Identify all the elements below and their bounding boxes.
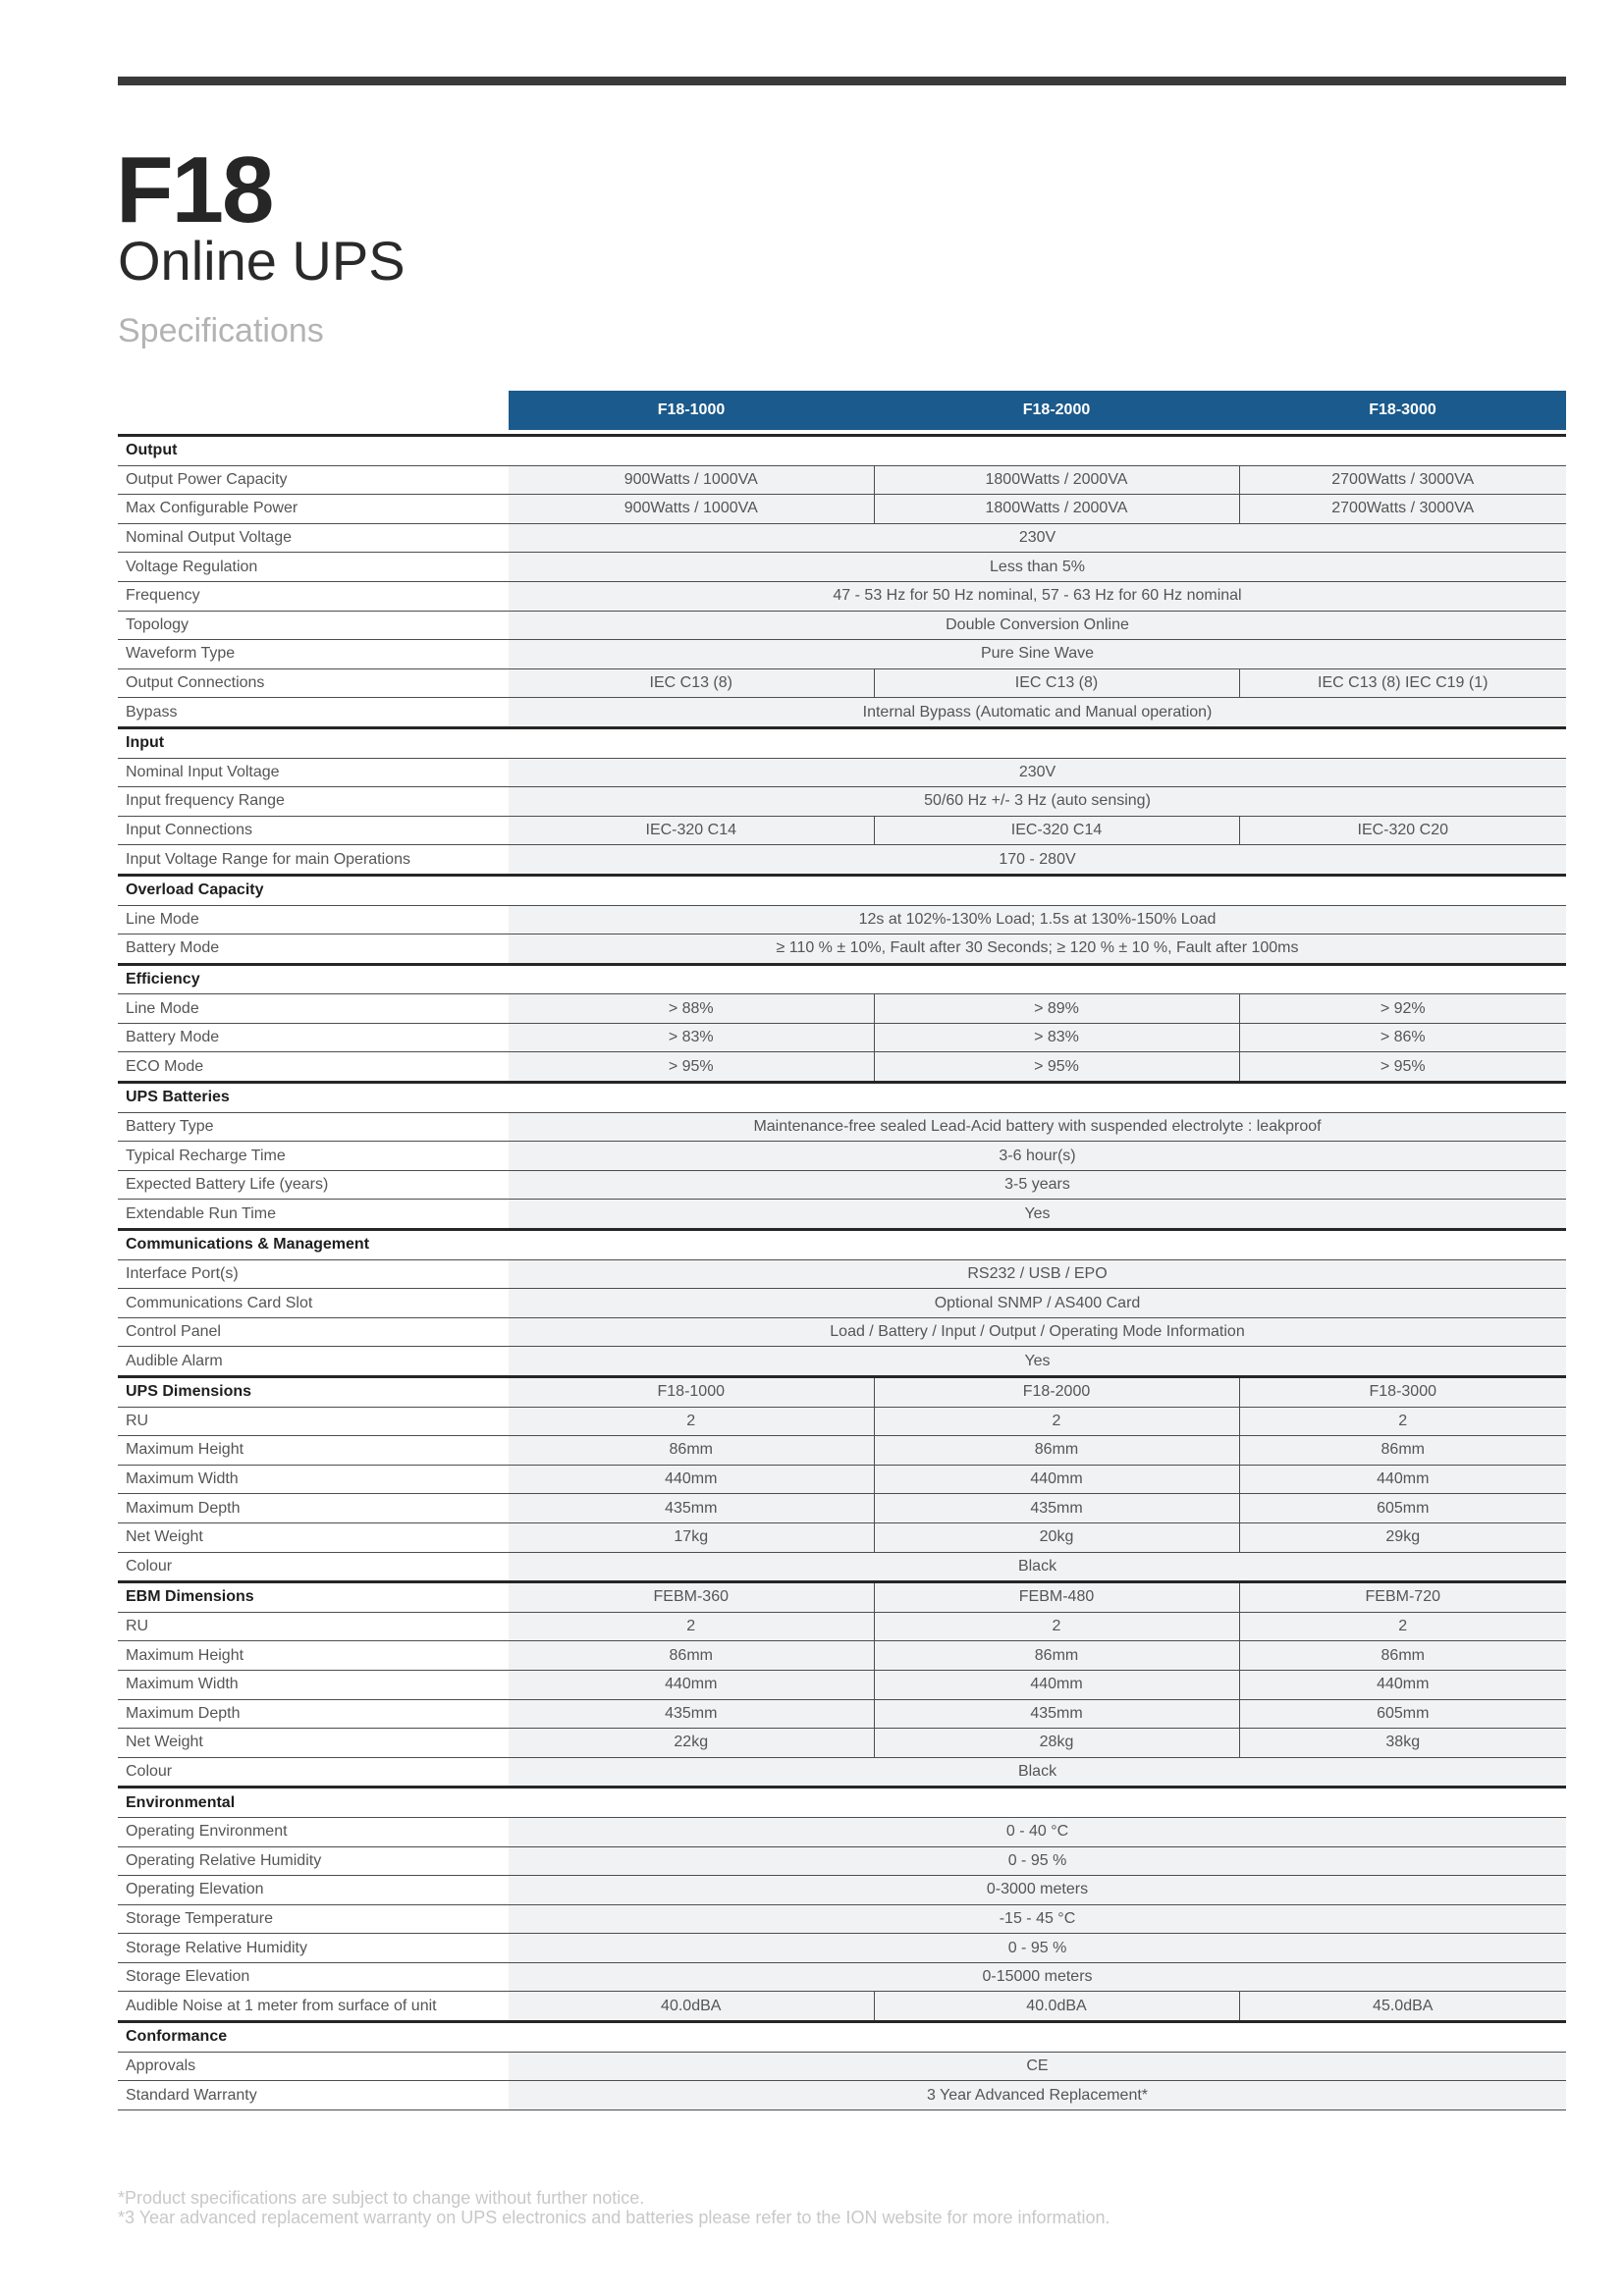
row-value-merged: Black: [509, 1552, 1566, 1582]
row-value: > 86%: [1239, 1023, 1566, 1052]
row-value: 86mm: [874, 1436, 1239, 1466]
row-value: 900Watts / 1000VA: [509, 495, 874, 524]
row-label: Input Connections: [118, 816, 509, 845]
table-row: [118, 1170, 1566, 1200]
row-value: > 95%: [509, 1052, 874, 1083]
row-value: IEC-320 C14: [874, 816, 1239, 845]
row-label: Max Configurable Power: [118, 495, 509, 524]
table-row: [118, 1904, 1566, 1934]
table-row: [118, 1992, 1566, 2022]
row-value: IEC C13 (8): [509, 668, 874, 698]
section-fill: [509, 1788, 1566, 1818]
row-label: Input frequency Range: [118, 787, 509, 817]
row-label: Voltage Regulation: [118, 553, 509, 582]
row-value-merged: Less than 5%: [509, 553, 1566, 582]
row-value: > 95%: [874, 1052, 1239, 1083]
section-title: Efficiency: [118, 964, 509, 994]
row-value: > 83%: [509, 1023, 874, 1052]
row-value: IEC-320 C20: [1239, 816, 1566, 845]
table-row: [118, 1729, 1566, 1758]
section-column-header: FEBM-720: [1239, 1582, 1566, 1613]
table-row: [118, 1757, 1566, 1788]
row-value-merged: 0-15000 meters: [509, 1962, 1566, 1992]
row-value-merged: 0 - 95 %: [509, 1934, 1566, 1963]
row-value: 40.0dBA: [509, 1992, 874, 2022]
table-row: [118, 1317, 1566, 1347]
row-value-merged: 3-5 years: [509, 1170, 1566, 1200]
section-column-header: F18-2000: [874, 1377, 1239, 1408]
row-value-merged: 230V: [509, 758, 1566, 787]
row-value-merged: Optional SNMP / AS400 Card: [509, 1289, 1566, 1318]
row-label: Output Power Capacity: [118, 465, 509, 495]
row-value-merged: 3 Year Advanced Replacement*: [509, 2081, 1566, 2110]
table-row: [118, 1670, 1566, 1699]
section-title: Environmental: [118, 1788, 509, 1818]
row-value-merged: ≥ 110 % ± 10%, Fault after 30 Seconds; ≥ 120 % ± 10 %, Fault after 100ms: [509, 934, 1566, 965]
row-value: 435mm: [874, 1699, 1239, 1729]
row-value-merged: 0-3000 meters: [509, 1876, 1566, 1905]
row-value-merged: Yes: [509, 1200, 1566, 1230]
section-fill: [509, 1083, 1566, 1113]
row-value: 440mm: [1239, 1465, 1566, 1494]
table-row: [118, 845, 1566, 876]
row-label: Storage Relative Humidity: [118, 1934, 509, 1963]
section-title: EBM Dimensions: [118, 1582, 509, 1613]
row-label: Maximum Depth: [118, 1699, 509, 1729]
row-value-merged: CE: [509, 2052, 1566, 2081]
footnote-specs: *Product specifications are subject to change without further notice.: [118, 2188, 645, 2208]
table-row: [118, 1817, 1566, 1846]
row-label: Typical Recharge Time: [118, 1142, 509, 1171]
row-value: > 88%: [509, 994, 874, 1024]
row-value-merged: Load / Battery / Input / Output / Operating Mode Information: [509, 1317, 1566, 1347]
column-header: F18-2000: [874, 391, 1239, 430]
row-value-merged: Internal Bypass (Automatic and Manual operation): [509, 698, 1566, 728]
row-value: 440mm: [1239, 1670, 1566, 1699]
row-label: Battery Type: [118, 1112, 509, 1142]
row-label: Communications Card Slot: [118, 1289, 509, 1318]
row-value: 2700Watts / 3000VA: [1239, 495, 1566, 524]
section-row: [118, 964, 1566, 994]
footnote-warranty: *3 Year advanced replacement warranty on UPS electronics and batteries please refer to the ION website for more information.: [118, 2208, 1110, 2227]
row-value: 40.0dBA: [874, 1992, 1239, 2022]
row-value-merged: Black: [509, 1757, 1566, 1788]
row-label: Storage Temperature: [118, 1904, 509, 1934]
row-label: Maximum Width: [118, 1670, 509, 1699]
row-value: 86mm: [1239, 1436, 1566, 1466]
section-fill: [509, 436, 1566, 466]
row-label: Output Connections: [118, 668, 509, 698]
row-label: Colour: [118, 1757, 509, 1788]
row-label: Bypass: [118, 698, 509, 728]
row-label: Frequency: [118, 581, 509, 611]
section-column-header: FEBM-360: [509, 1582, 874, 1613]
row-value: 86mm: [874, 1641, 1239, 1671]
row-value: 17kg: [509, 1522, 874, 1552]
table-row: [118, 1142, 1566, 1171]
table-body: [118, 436, 1566, 2110]
section-title: Input: [118, 727, 509, 758]
table-row: [118, 523, 1566, 553]
table-row: [118, 1494, 1566, 1523]
table-row: [118, 698, 1566, 728]
section-row: [118, 1788, 1566, 1818]
row-value-merged: 12s at 102%-130% Load; 1.5s at 130%-150% Load: [509, 905, 1566, 934]
row-value-merged: 50/60 Hz +/- 3 Hz (auto sensing): [509, 787, 1566, 817]
section-column-header: F18-1000: [509, 1377, 874, 1408]
table-row: [118, 934, 1566, 965]
row-label: Maximum Height: [118, 1436, 509, 1466]
column-header: F18-1000: [509, 391, 874, 430]
section-row: [118, 436, 1566, 466]
table-row: [118, 1465, 1566, 1494]
section-title: Communications & Management: [118, 1230, 509, 1260]
row-label: Audible Alarm: [118, 1347, 509, 1377]
table-row: [118, 1876, 1566, 1905]
row-label: RU: [118, 1407, 509, 1436]
table-row: [118, 611, 1566, 640]
table-row: [118, 816, 1566, 845]
table-row: [118, 1436, 1566, 1466]
row-value-merged: Yes: [509, 1347, 1566, 1377]
row-label: Approvals: [118, 2052, 509, 2081]
row-label: Battery Mode: [118, 934, 509, 965]
row-label: Topology: [118, 611, 509, 640]
row-value: 2: [1239, 1612, 1566, 1641]
row-value: 2: [509, 1407, 874, 1436]
row-value-merged: 230V: [509, 523, 1566, 553]
row-label: Interface Port(s): [118, 1259, 509, 1289]
row-value: > 95%: [1239, 1052, 1566, 1083]
table-row: [118, 2081, 1566, 2110]
table-row: [118, 1612, 1566, 1641]
table-row: [118, 581, 1566, 611]
row-label: Input Voltage Range for main Operations: [118, 845, 509, 876]
table-row: [118, 787, 1566, 817]
row-label: Operating Relative Humidity: [118, 1846, 509, 1876]
row-value-merged: 0 - 95 %: [509, 1846, 1566, 1876]
row-value: 28kg: [874, 1729, 1239, 1758]
table-row: [118, 1023, 1566, 1052]
row-value: 605mm: [1239, 1494, 1566, 1523]
row-value: 1800Watts / 2000VA: [874, 495, 1239, 524]
row-value: 2700Watts / 3000VA: [1239, 465, 1566, 495]
section-title: UPS Dimensions: [118, 1377, 509, 1408]
header-blank-cell: [118, 391, 509, 430]
row-label: Line Mode: [118, 994, 509, 1024]
section-row: [118, 1582, 1566, 1613]
section-fill: [509, 727, 1566, 758]
row-label: Waveform Type: [118, 640, 509, 669]
row-value: 1800Watts / 2000VA: [874, 465, 1239, 495]
row-value-merged: Maintenance-free sealed Lead-Acid battery with suspended electrolyte : leakproof: [509, 1112, 1566, 1142]
row-label: Nominal Input Voltage: [118, 758, 509, 787]
table-row: [118, 1289, 1566, 1318]
table-row: [118, 758, 1566, 787]
row-value: 86mm: [509, 1436, 874, 1466]
product-subtitle: Online UPS: [118, 230, 406, 292]
row-value-merged: 0 - 40 °C: [509, 1817, 1566, 1846]
row-label: Control Panel: [118, 1317, 509, 1347]
section-fill: [509, 1230, 1566, 1260]
table-row: [118, 1846, 1566, 1876]
model-title: F18: [116, 137, 273, 242]
table-row: [118, 1962, 1566, 1992]
row-value: 435mm: [509, 1494, 874, 1523]
section-row: [118, 1230, 1566, 1260]
table-row: [118, 1699, 1566, 1729]
table-row: [118, 1552, 1566, 1582]
section-title: Conformance: [118, 2022, 509, 2053]
row-value: 2: [874, 1612, 1239, 1641]
table-row: [118, 1052, 1566, 1083]
row-value: 435mm: [509, 1699, 874, 1729]
row-value: > 92%: [1239, 994, 1566, 1024]
table-row: [118, 2052, 1566, 2081]
row-value: > 83%: [874, 1023, 1239, 1052]
row-value: 2: [1239, 1407, 1566, 1436]
row-value: IEC-320 C14: [509, 816, 874, 845]
row-label: Maximum Width: [118, 1465, 509, 1494]
column-header-row: [118, 391, 1566, 430]
table-row: [118, 905, 1566, 934]
row-value-merged: 170 - 280V: [509, 845, 1566, 876]
table-row: [118, 1934, 1566, 1963]
row-value-merged: -15 - 45 °C: [509, 1904, 1566, 1934]
row-label: Maximum Height: [118, 1641, 509, 1671]
section-row: [118, 875, 1566, 905]
row-value-merged: 47 - 53 Hz for 50 Hz nominal, 57 - 63 Hz for 60 Hz nominal: [509, 581, 1566, 611]
row-value-merged: Pure Sine Wave: [509, 640, 1566, 669]
row-label: ECO Mode: [118, 1052, 509, 1083]
table-row: [118, 465, 1566, 495]
row-label: RU: [118, 1612, 509, 1641]
top-rule: [118, 77, 1566, 85]
section-fill: [509, 964, 1566, 994]
row-value: IEC C13 (8): [874, 668, 1239, 698]
table-row: [118, 553, 1566, 582]
row-label: Battery Mode: [118, 1023, 509, 1052]
table-row: [118, 1347, 1566, 1377]
row-label: Net Weight: [118, 1729, 509, 1758]
row-value: 440mm: [874, 1670, 1239, 1699]
row-value-merged: RS232 / USB / EPO: [509, 1259, 1566, 1289]
row-label: Extendable Run Time: [118, 1200, 509, 1230]
row-value: 2: [509, 1612, 874, 1641]
table-row: [118, 1522, 1566, 1552]
row-value: 45.0dBA: [1239, 1992, 1566, 2022]
row-value: 435mm: [874, 1494, 1239, 1523]
column-header: F18-3000: [1239, 391, 1566, 430]
section-fill: [509, 2022, 1566, 2053]
section-row: [118, 1083, 1566, 1113]
row-label: Operating Environment: [118, 1817, 509, 1846]
row-value: 29kg: [1239, 1522, 1566, 1552]
row-value: 440mm: [509, 1465, 874, 1494]
row-value: 440mm: [874, 1465, 1239, 1494]
table-row: [118, 1641, 1566, 1671]
row-value: 22kg: [509, 1729, 874, 1758]
table-row: [118, 1407, 1566, 1436]
row-value: 86mm: [509, 1641, 874, 1671]
section-fill: [509, 875, 1566, 905]
section-row: [118, 2022, 1566, 2053]
row-label: Maximum Depth: [118, 1494, 509, 1523]
section-row: [118, 1377, 1566, 1408]
row-label: Storage Elevation: [118, 1962, 509, 1992]
table-row: [118, 668, 1566, 698]
table-row: [118, 1112, 1566, 1142]
specifications-table: [118, 391, 1566, 2110]
row-value: 86mm: [1239, 1641, 1566, 1671]
row-label: Expected Battery Life (years): [118, 1170, 509, 1200]
row-label: Colour: [118, 1552, 509, 1582]
row-value: 2: [874, 1407, 1239, 1436]
table-row: [118, 640, 1566, 669]
section-title: UPS Batteries: [118, 1083, 509, 1113]
table-row: [118, 994, 1566, 1024]
row-value: 605mm: [1239, 1699, 1566, 1729]
row-label: Operating Elevation: [118, 1876, 509, 1905]
table-row: [118, 1200, 1566, 1230]
row-label: Nominal Output Voltage: [118, 523, 509, 553]
table-row: [118, 495, 1566, 524]
row-value: IEC C13 (8) IEC C19 (1): [1239, 668, 1566, 698]
row-value-merged: Double Conversion Online: [509, 611, 1566, 640]
row-label: Net Weight: [118, 1522, 509, 1552]
section-column-header: FEBM-480: [874, 1582, 1239, 1613]
section-row: [118, 727, 1566, 758]
row-label: Line Mode: [118, 905, 509, 934]
row-label: Standard Warranty: [118, 2081, 509, 2110]
section-heading: Specifications: [118, 312, 324, 349]
row-value-merged: 3-6 hour(s): [509, 1142, 1566, 1171]
row-value: 900Watts / 1000VA: [509, 465, 874, 495]
row-value: 440mm: [509, 1670, 874, 1699]
section-title: Output: [118, 436, 509, 466]
row-value: > 89%: [874, 994, 1239, 1024]
section-title: Overload Capacity: [118, 875, 509, 905]
row-value: 38kg: [1239, 1729, 1566, 1758]
row-value: 20kg: [874, 1522, 1239, 1552]
row-label: Audible Noise at 1 meter from surface of unit: [118, 1992, 509, 2022]
section-column-header: F18-3000: [1239, 1377, 1566, 1408]
table-row: [118, 1259, 1566, 1289]
